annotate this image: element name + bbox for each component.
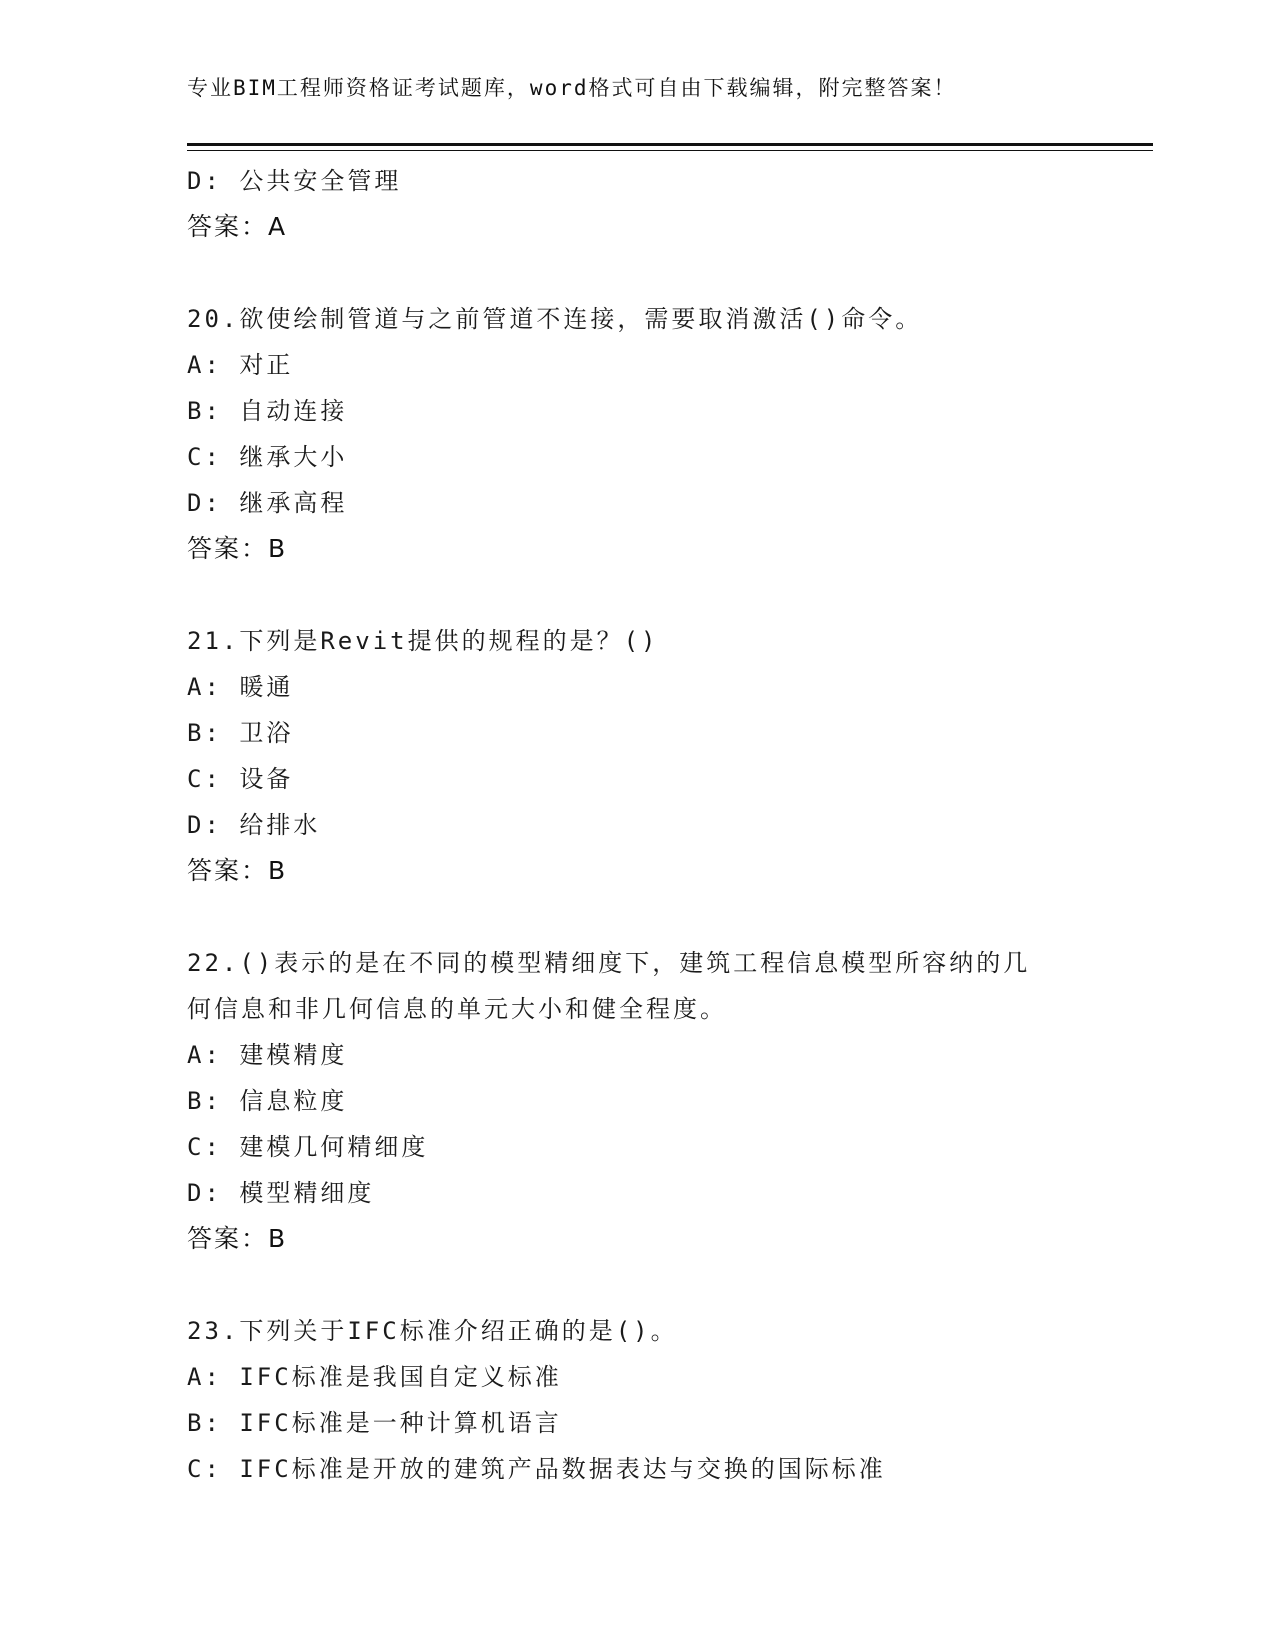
question-stem: 20.欲使绘制管道与之前管道不连接，需要取消激活()命令。 — [187, 305, 923, 333]
option-line: B: 自动连接 — [187, 397, 348, 425]
option-line: C: 建模几何精细度 — [187, 1133, 429, 1161]
option-line: D: 模型精细度 — [187, 1179, 375, 1207]
question-block — [187, 618, 1153, 894]
page-header: 专业BIM工程师资格证考试题库，word格式可自由下载编辑，附完整答案！ — [187, 76, 957, 100]
question-stem: 23.下列关于IFC标准介绍正确的是()。 — [187, 1317, 678, 1345]
option-line: D: 公共安全管理 — [187, 167, 402, 195]
answer-line: 答案：B — [187, 856, 288, 885]
answer-line: 答案：B — [187, 1224, 288, 1253]
question-stem: 21.下列是Revit提供的规程的是？() — [187, 627, 659, 655]
spacer — [187, 572, 1153, 618]
spacer — [187, 894, 1153, 940]
answer-line: 答案：A — [187, 212, 288, 241]
option-line: C: 继承大小 — [187, 443, 348, 471]
option-line: D: 给排水 — [187, 811, 321, 839]
header-rule-thick — [187, 143, 1153, 146]
option-line: A: 对正 — [187, 351, 294, 379]
option-line: B: 卫浴 — [187, 719, 294, 747]
option-line: A: 暖通 — [187, 673, 294, 701]
option-line: B: 信息粒度 — [187, 1087, 348, 1115]
question-stem-continued: 何信息和非几何信息的单元大小和健全程度。 — [187, 995, 727, 1023]
spacer — [187, 250, 1153, 296]
question-block — [187, 1308, 1153, 1492]
document-body — [187, 158, 1153, 1492]
option-line: A: 建模精度 — [187, 1041, 348, 1069]
question-block — [187, 940, 1153, 1262]
option-line: C: 设备 — [187, 765, 294, 793]
header-rule-thin — [187, 150, 1153, 151]
option-line: B: IFC标准是一种计算机语言 — [187, 1409, 562, 1437]
question-block — [187, 296, 1153, 572]
answer-line: 答案：B — [187, 534, 288, 563]
option-line: A: IFC标准是我国自定义标准 — [187, 1363, 562, 1391]
option-line: D: 继承高程 — [187, 489, 348, 517]
option-line: C: IFC标准是开放的建筑产品数据表达与交换的国际标准 — [187, 1455, 886, 1483]
spacer — [187, 1262, 1153, 1308]
question-stem: 22.()表示的是在不同的模型精细度下，建筑工程信息模型所容纳的几 — [187, 949, 1031, 977]
